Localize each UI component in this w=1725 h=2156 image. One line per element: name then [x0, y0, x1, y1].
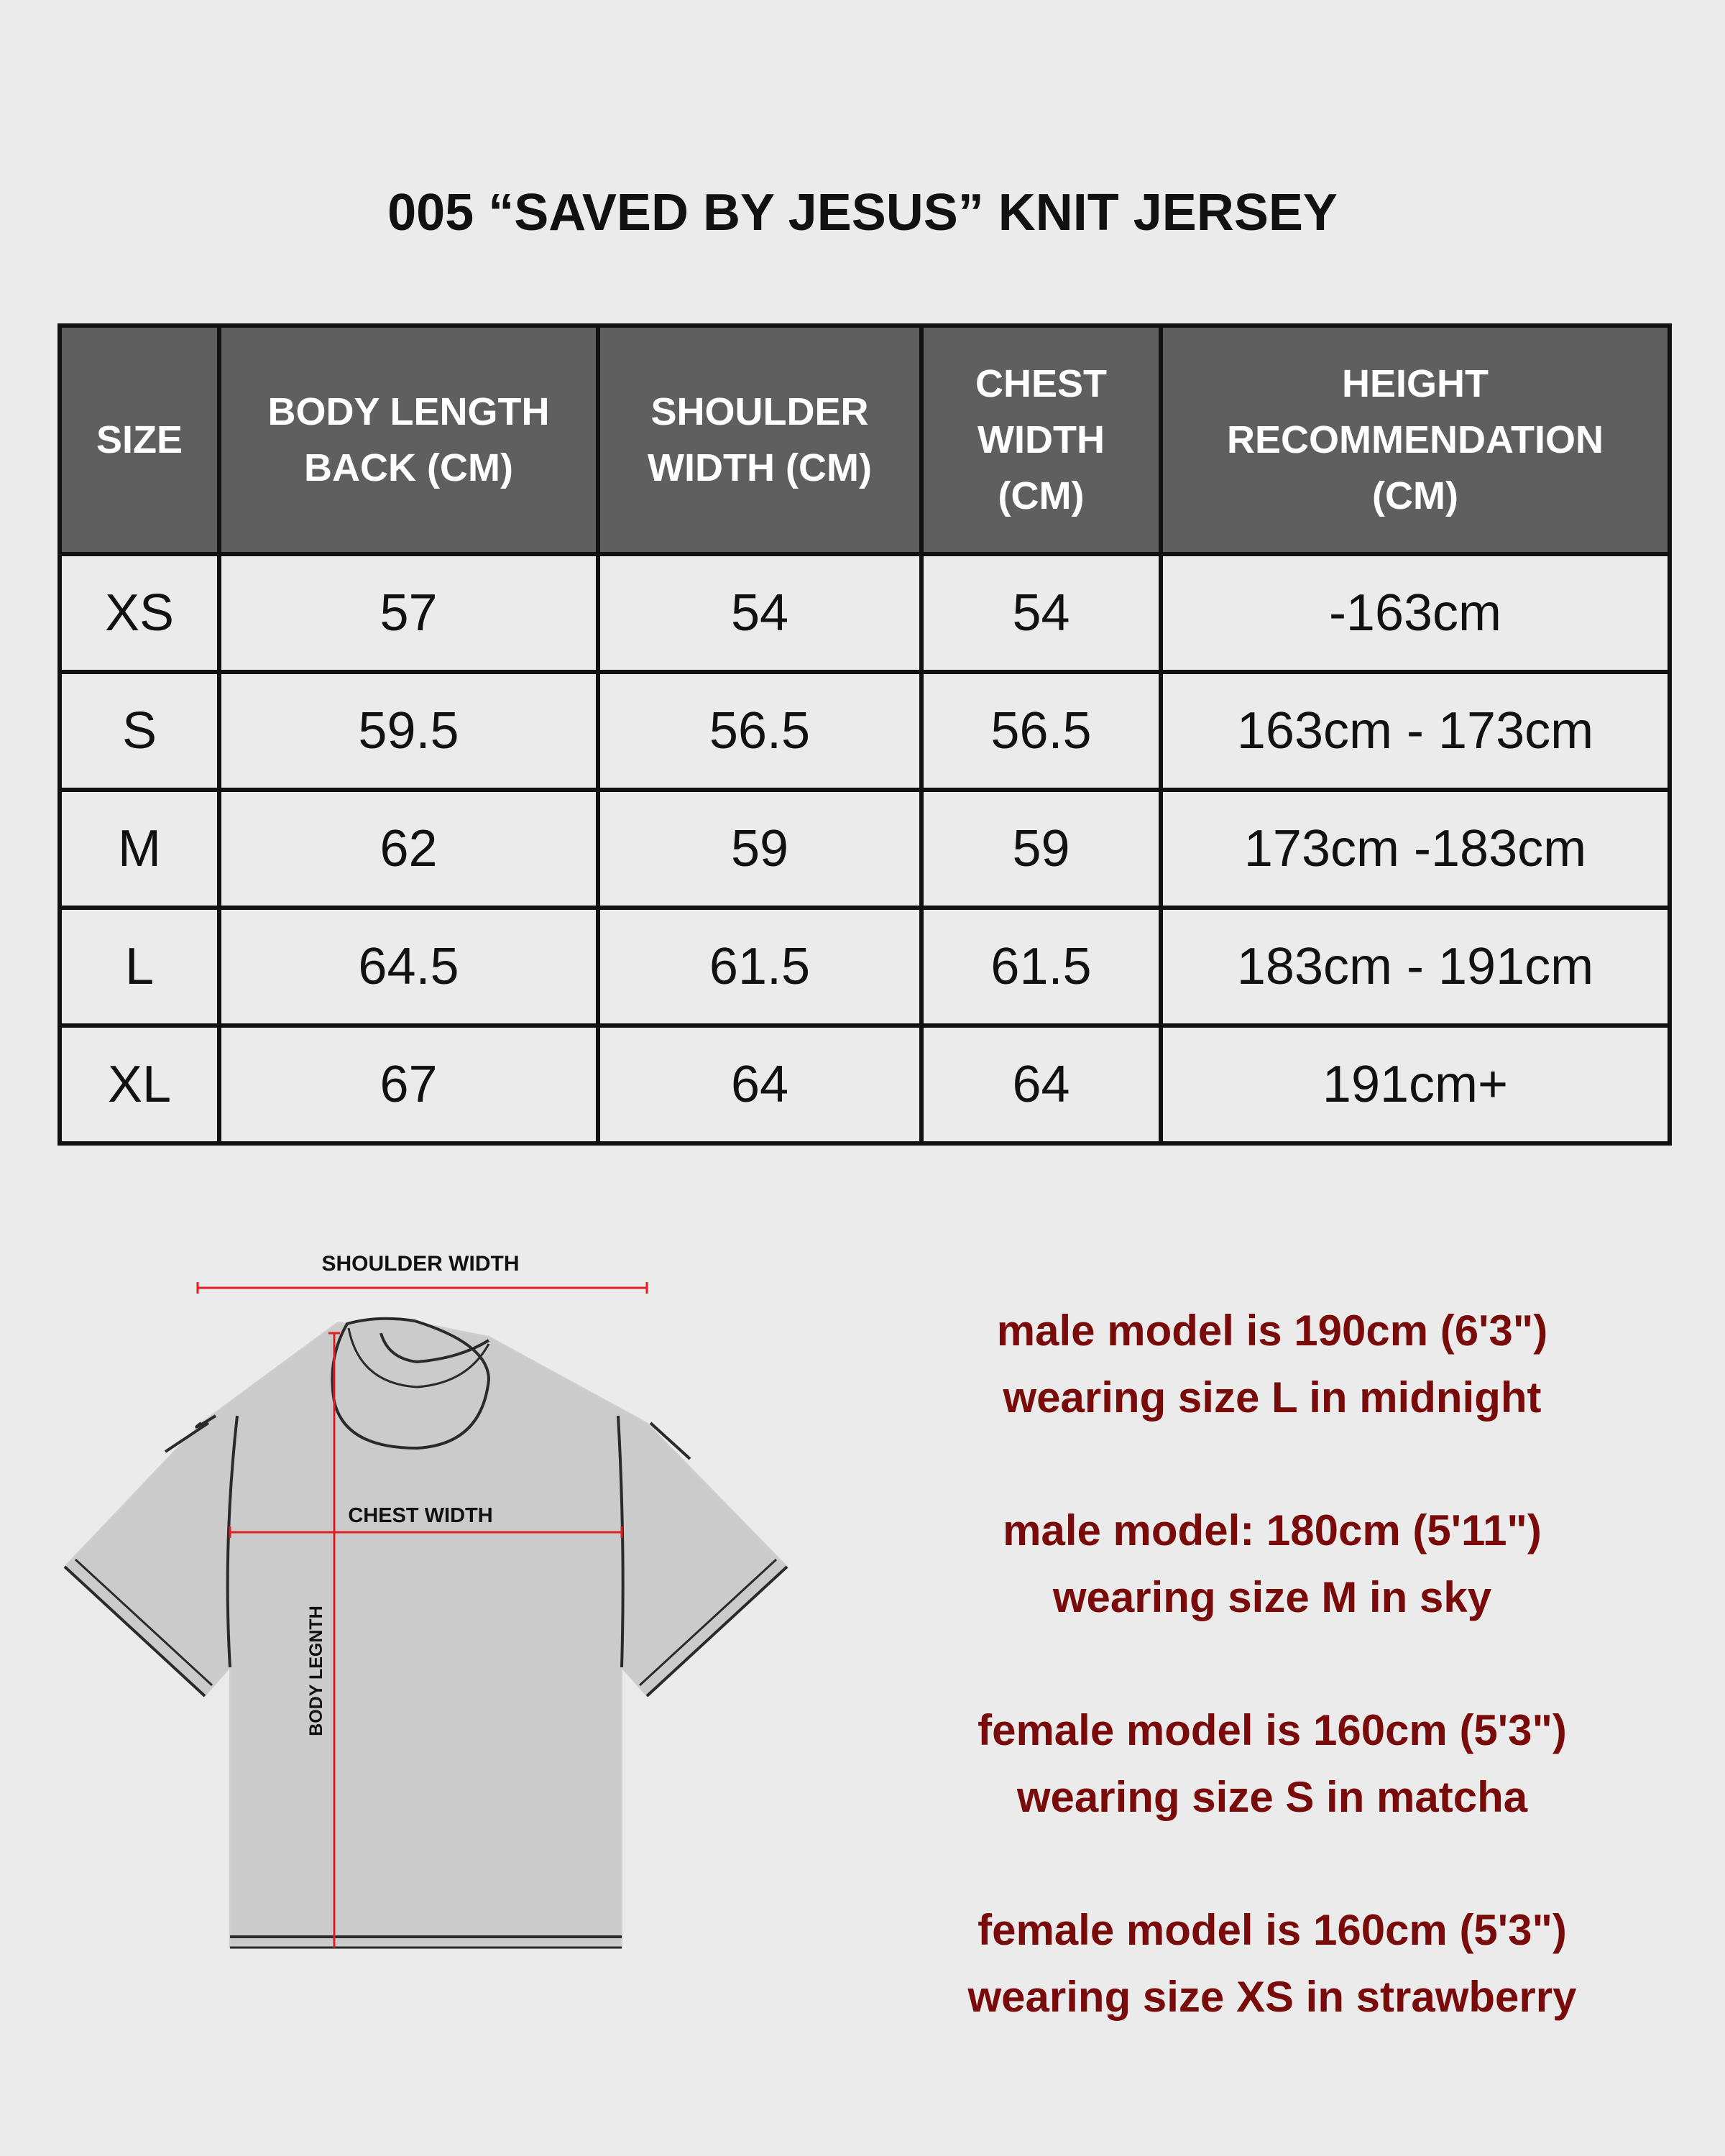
- chest-width-label: CHEST WIDTH: [348, 1504, 493, 1527]
- tshirt-outline-icon: [65, 1319, 787, 1948]
- model-note: female model is 160cm (5'3") wearing size S in matcha: [978, 1706, 1567, 1821]
- header-size: SIZE: [60, 326, 219, 554]
- page-title: 005 “SAVED BY JESUS” KNIT JERSEY: [387, 184, 1338, 241]
- cell-size: L: [60, 908, 219, 1026]
- cell-height: 163cm - 173cm: [1161, 672, 1670, 790]
- cell-shoulder-width: 54: [598, 554, 921, 672]
- cell-chest-width: 54: [921, 554, 1161, 672]
- cell-height: 191cm+: [1161, 1026, 1670, 1143]
- tshirt-measurement-diagram: [58, 1243, 805, 1962]
- cell-body-length: 62: [219, 790, 598, 908]
- cell-size: M: [60, 790, 219, 908]
- cell-size: XL: [60, 1026, 219, 1143]
- model-notes: [891, 1297, 1653, 2096]
- cell-shoulder-width: 59: [598, 790, 921, 908]
- cell-body-length: 67: [219, 1026, 598, 1143]
- table-row: [60, 790, 1670, 908]
- cell-chest-width: 56.5: [921, 672, 1161, 790]
- cell-body-length: 57: [219, 554, 598, 672]
- cell-shoulder-width: 64: [598, 1026, 921, 1143]
- shoulder-width-measure: [198, 1252, 647, 1294]
- cell-height: 183cm - 191cm: [1161, 908, 1670, 1026]
- header-shoulder-width: SHOULDER WIDTH (CM): [598, 326, 921, 554]
- table-row: [60, 672, 1670, 790]
- cell-shoulder-width: 56.5: [598, 672, 921, 790]
- cell-shoulder-width: 61.5: [598, 908, 921, 1026]
- cell-chest-width: 61.5: [921, 908, 1161, 1026]
- shoulder-width-label: SHOULDER WIDTH: [321, 1252, 520, 1276]
- cell-size: S: [60, 672, 219, 790]
- cell-body-length: 64.5: [219, 908, 598, 1026]
- cell-chest-width: 59: [921, 790, 1161, 908]
- cell-height: 173cm -183cm: [1161, 790, 1670, 908]
- header-body-length: BODY LENGTH BACK (CM): [219, 326, 598, 554]
- table-row: [60, 1026, 1670, 1143]
- model-note: male model is 190cm (6'3") wearing size L in midnight: [996, 1307, 1548, 1422]
- cell-height: -163cm: [1161, 554, 1670, 672]
- table-header-row: [60, 326, 1670, 554]
- table-row: [60, 908, 1670, 1026]
- cell-chest-width: 64: [921, 1026, 1161, 1143]
- cell-body-length: 59.5: [219, 672, 598, 790]
- header-chest-width: CHEST WIDTH (CM): [921, 326, 1161, 554]
- cell-size: XS: [60, 554, 219, 672]
- model-note: female model is 160cm (5'3") wearing size XS in strawberry: [967, 1906, 1577, 2021]
- table-row: [60, 554, 1670, 672]
- header-height-recommendation: HEIGHT RECOMMENDATION (CM): [1161, 326, 1670, 554]
- body-length-label: BODY LEGNTH: [306, 1606, 326, 1736]
- size-chart-table: [58, 323, 1672, 1146]
- model-note: male model: 180cm (5'11") wearing size M in sky: [1003, 1506, 1542, 1621]
